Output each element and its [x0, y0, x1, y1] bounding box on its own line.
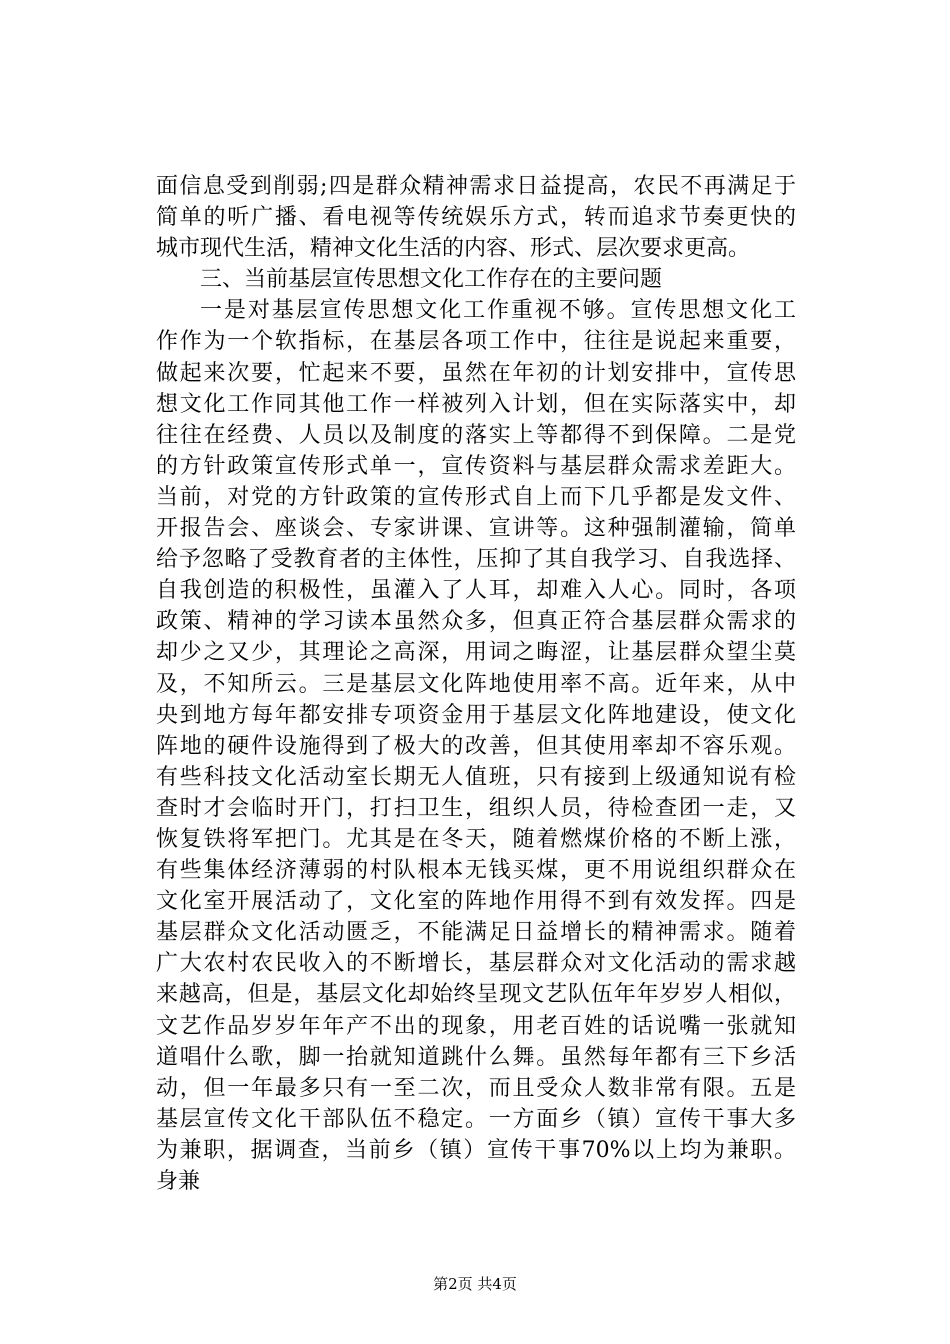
- text-line: 来越高，但是，基层文化却始终呈现文艺队伍年年岁岁人相似，: [156, 982, 796, 1008]
- text-line: 基层群众文化活动匮乏，不能满足日益增长的精神需求。随着: [156, 920, 796, 946]
- text-line: 动，但一年最多只有一至二次，而且受众人数非常有限。五是: [156, 1075, 796, 1101]
- text-line: 身兼: [156, 1169, 201, 1194]
- text-line: 为兼职，据调查，当前乡（镇）宣传干事70%以上均为兼职。: [156, 1137, 796, 1163]
- text-line: 恢复铁将军把门。尤其是在冬天，随着燃煤价格的不断上涨，: [156, 826, 796, 852]
- text-line: 有些科技文化活动室长期无人值班，只有接到上级通知说有检: [156, 764, 796, 790]
- text-line: 及，不知所云。三是基层文化阵地使用率不高。近年来，从中: [156, 671, 796, 697]
- text-line: 当前，对党的方针政策的宣传形式自上而下几乎都是发文件、: [156, 484, 796, 510]
- text-line: 文化室开展活动了，文化室的阵地作用得不到有效发挥。四是: [156, 889, 796, 915]
- text-line: 查时才会临时开门，打扫卫生，组织人员，待检查团一走，又: [156, 795, 796, 821]
- text-line: 文艺作品岁岁年年产不出的现象，用老百姓的话说嘴一张就知: [156, 1013, 796, 1039]
- text-line: 给予忽略了受教育者的主体性，压抑了其自我学习、自我选择、: [156, 547, 796, 573]
- text-line: 基层宣传文化干部队伍不稳定。一方面乡（镇）宣传干事大多: [156, 1106, 796, 1132]
- text-line: 开报告会、座谈会、专家讲课、宣讲等。这种强制灌输，简单: [156, 516, 796, 542]
- page-number-footer: 第2页 共4页: [433, 1275, 517, 1293]
- text-line: 有些集体经济薄弱的村队根本无钱买煤，更不用说组织群众在: [156, 858, 796, 884]
- text-line: 想文化工作同其他工作一样被列入计划，但在实际落实中，却: [156, 391, 796, 417]
- text-line: 央到地方每年都安排专项资金用于基层文化阵地建设，使文化: [156, 702, 796, 728]
- text-line: 阵地的硬件设施得到了极大的改善，但其使用率却不容乐观。: [156, 733, 796, 759]
- section-heading: 三、当前基层宣传思想文化工作存在的主要问题: [200, 267, 663, 293]
- text-line: 广大农村农民收入的不断增长，基层群众对文化活动的需求越: [156, 951, 796, 977]
- text-line: 城市现代生活，精神文化生活的内容、形式、层次要求更高。: [156, 236, 751, 262]
- text-line: 一是对基层宣传思想文化工作重视不够。宣传思想文化工: [200, 298, 796, 324]
- text-line: 做起来次要，忙起来不要，虽然在年初的计划安排中，宣传思: [156, 360, 796, 386]
- text-line: 的方针政策宣传形式单一，宣传资料与基层群众需求差距大。: [156, 453, 796, 479]
- document-body: [156, 171, 796, 1197]
- text-line: 自我创造的积极性，虽灌入了人耳，却难入人心。同时，各项: [156, 578, 796, 604]
- text-line: 简单的听广播、看电视等传统娱乐方式，转而追求节奏更快的: [156, 205, 796, 231]
- text-line: 政策、精神的学习读本虽然众多，但真正符合基层群众需求的: [156, 609, 796, 635]
- text-line: 往往在经费、人员以及制度的落实上等都得不到保障。二是党: [156, 422, 796, 448]
- text-line: 面信息受到削弱;四是群众精神需求日益提高，农民不再满足于: [156, 174, 796, 199]
- text-line: 道唱什么歌，脚一抬就知道跳什么舞。虽然每年都有三下乡活: [156, 1044, 796, 1070]
- text-line: 作作为一个软指标，在基层各项工作中，往往是说起来重要，: [156, 329, 796, 355]
- text-line: 却少之又少，其理论之高深，用词之晦涩，让基层群众望尘莫: [156, 640, 796, 666]
